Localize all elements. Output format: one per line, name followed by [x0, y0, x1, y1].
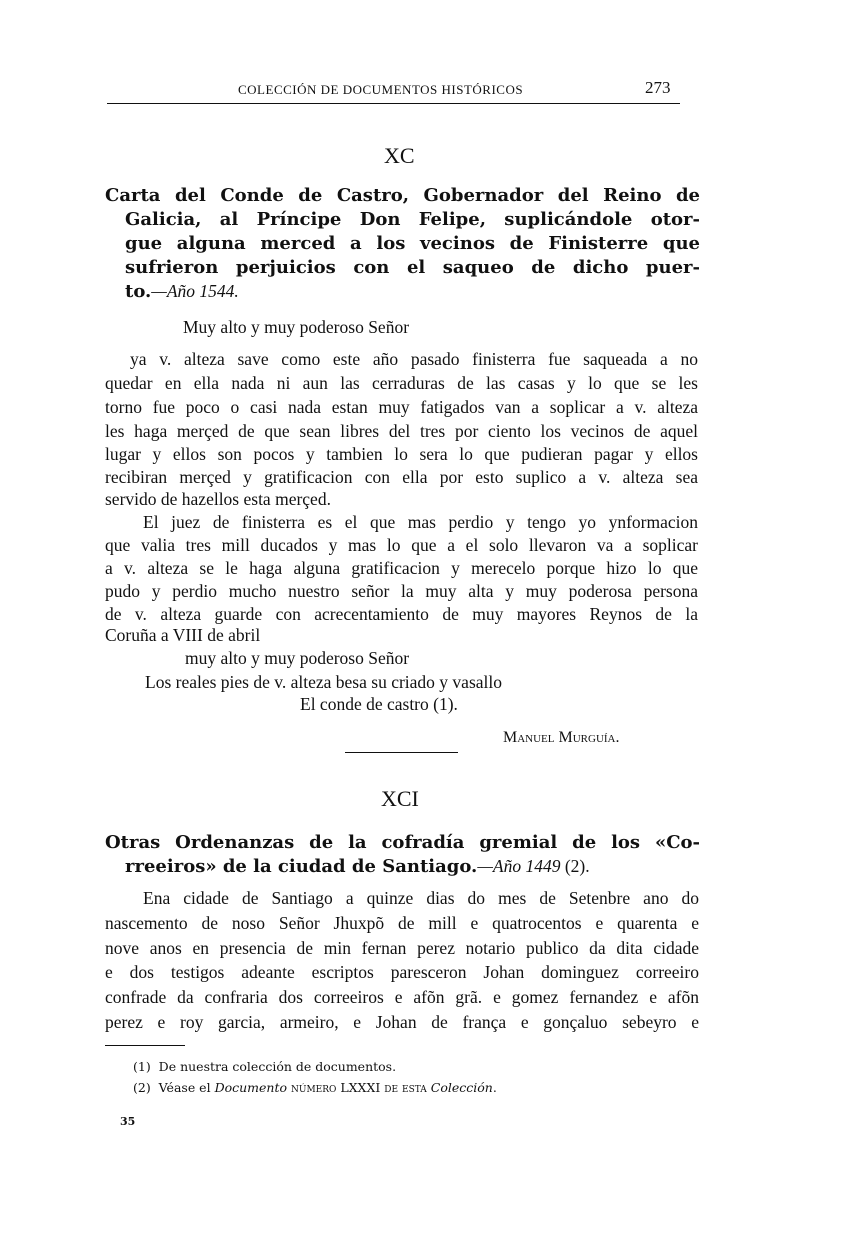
signature-mark: 35 — [120, 1115, 136, 1128]
signature: El conde de castro (1). — [300, 694, 458, 714]
closing: muy alto y muy poderoso Señor — [185, 648, 410, 668]
salutation: Muy alto y muy poderoso Señor — [183, 317, 410, 337]
section-divider — [345, 752, 458, 753]
closing-line: Los reales pies de v. alteza besa su criado y vasallo — [145, 672, 502, 692]
document-numeral: XCI — [381, 786, 419, 811]
running-title: COLECCIÓN DE DOCUMENTOS HISTÓRICOS — [238, 82, 524, 97]
page-number: 273 — [645, 78, 671, 97]
document-date: —Año 1449 — [477, 856, 561, 876]
document-date: —Año 1544. — [151, 281, 239, 301]
header-rule — [107, 103, 680, 104]
editor-name: Manuel Murguía. — [503, 729, 620, 746]
document-numeral: XC — [384, 143, 415, 168]
footnote-1: (1) De nuestra colección de documentos. — [133, 1059, 397, 1074]
footnote-2: (2) Véase el Documento número LXXXI de esta Colección. — [133, 1080, 497, 1095]
footnote-rule — [105, 1045, 185, 1046]
